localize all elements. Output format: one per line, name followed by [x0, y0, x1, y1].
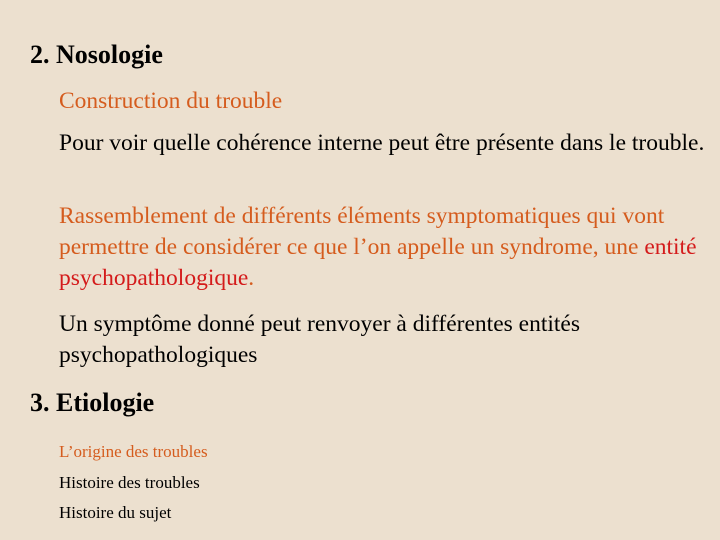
rassemblement-text: Rassemblement de différents éléments symptomatiques qui vont permettre de considérer ce que l’on appelle un syndrome, une [59, 203, 665, 260]
nosologie-heading: 2. Nosologie [30, 40, 163, 69]
histoire-troubles-item: Histoire des troubles [59, 473, 200, 492]
histoire-sujet-item: Histoire du sujet [59, 503, 172, 522]
construction-item: Construction du trouble [59, 88, 283, 114]
symptome-item: Un symptôme donné peut renvoyer à différentes entités psychopathologiques [59, 311, 580, 368]
origine-item: L’origine des troubles [59, 442, 208, 461]
coherence-item: Pour voir quelle cohérence interne peut être présente dans le trouble. [59, 130, 705, 156]
rassemblement-end: . [248, 265, 255, 291]
rassemblement-item [59, 201, 709, 294]
highlight-entite: entité psychopathologique [59, 234, 697, 291]
etiologie-heading: 3. Etiologie [30, 388, 155, 417]
